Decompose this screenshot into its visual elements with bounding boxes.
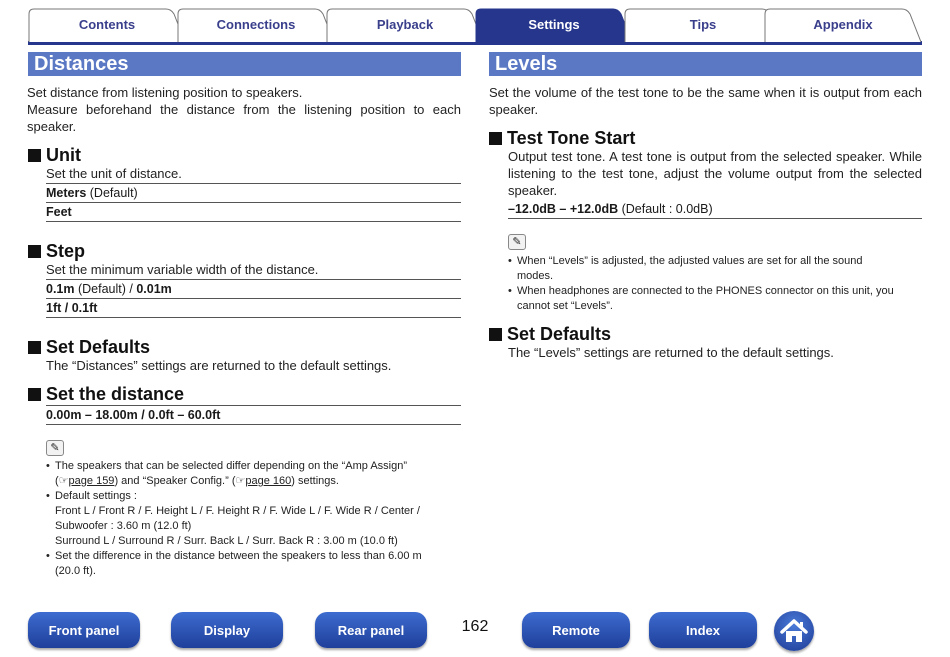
page-link[interactable]: page 159: [68, 475, 115, 487]
pencil-note-icon: ✎: [508, 234, 526, 250]
rear-panel-button[interactable]: Rear panel: [315, 612, 427, 648]
levels-defaults-desc: The “Levels” settings are returned to the default settings.: [508, 345, 834, 360]
levels-intro: Set the volume of the test tone to be the same when it is output from each speaker.: [489, 85, 922, 117]
intro-text: Set distance from listening position to speakers.: [27, 85, 303, 100]
home-button[interactable]: [774, 611, 814, 651]
pointing-hand-icon: ☞: [235, 475, 246, 487]
remote-button[interactable]: Remote: [522, 612, 630, 648]
index-button[interactable]: Index: [649, 612, 757, 648]
tab-contents[interactable]: [28, 8, 186, 42]
unit-option-feet: Feet: [46, 202, 461, 222]
step-desc: Set the minimum variable width of the distance.: [46, 262, 319, 277]
intro-text-2: Measure beforehand the distance from the listening position to each speaker.: [27, 102, 461, 134]
note-item: • The speakers that can be selected differ depending on the “Amp Assign” (☞page 159) and “Speaker Config.” (☞page 160) settings.: [46, 459, 466, 489]
unit-desc: Set the unit of distance.: [46, 166, 182, 181]
square-bullet-icon: [28, 388, 41, 401]
tab-label: Tips: [689, 17, 717, 32]
heading-step: Step: [28, 241, 85, 262]
section-title-distances: Distances: [28, 52, 461, 76]
tab-label: Connections: [216, 17, 296, 32]
pencil-note-icon: ✎: [46, 440, 64, 456]
page-number: 162: [461, 618, 489, 635]
heading-set-distance: Set the distance: [28, 384, 184, 405]
distance-range: 0.00m – 18.00m / 0.0ft – 60.0ft: [46, 405, 461, 425]
display-button[interactable]: Display: [171, 612, 283, 648]
tab-tips[interactable]: [624, 8, 782, 42]
square-bullet-icon: [489, 328, 502, 341]
square-bullet-icon: [489, 132, 502, 145]
square-bullet-icon: [28, 149, 41, 162]
tab-settings[interactable]: [475, 8, 633, 42]
tab-appendix[interactable]: [764, 8, 922, 42]
note-item: • When “Levels” is adjusted, the adjusted values are set for all the sound modes.: [508, 254, 922, 284]
step-option-imperial: 1ft / 0.1ft: [46, 298, 461, 318]
tab-bar: [28, 8, 922, 44]
step-option-metric: 0.1m (Default) / 0.01m: [46, 279, 461, 298]
distance-notes: [46, 459, 466, 579]
unit-option-meters: Meters (Default): [46, 183, 461, 202]
tab-label: Contents: [78, 17, 136, 32]
tab-connections[interactable]: [177, 8, 335, 42]
levels-notes: [508, 254, 922, 314]
heading-set-defaults: Set Defaults: [28, 337, 150, 358]
tab-label: Playback: [376, 17, 434, 32]
home-icon: [774, 611, 814, 651]
square-bullet-icon: [28, 245, 41, 258]
tab-label: Appendix: [813, 17, 873, 32]
heading-test-tone-start: Test Tone Start: [489, 128, 635, 149]
tab-label: Settings: [528, 17, 580, 32]
front-panel-button[interactable]: Front panel: [28, 612, 140, 648]
note-item: • When headphones are connected to the PHONES connector on this unit, you cannot set “Levels”.: [508, 284, 922, 314]
page-link[interactable]: page 160: [245, 475, 292, 487]
heading-unit: Unit: [28, 145, 81, 166]
heading-levels-set-defaults: Set Defaults: [489, 324, 611, 345]
test-tone-desc: Output test tone. A test tone is output from the selected speaker. While listening to the test tone, adjust the volume output from the selected speaker.: [508, 149, 922, 198]
note-item: • Default settings : Front L / Front R / F. Height L / F. Height R / F. Wide L / F. Wide R / Center / Subwoofer : 3.60 m (12.0 ft) Surround L / Surround R / Surr. Back L / Surr. Back R : 3.00 m (10.0 ft): [46, 489, 466, 549]
square-bullet-icon: [28, 341, 41, 354]
test-tone-range: –12.0dB – +12.0dB (Default : 0.0dB): [508, 200, 922, 219]
note-item: • Set the difference in the distance between the speakers to less than 6.00 m (20.0 ft).: [46, 549, 466, 579]
tab-playback[interactable]: [326, 8, 484, 42]
section-title-levels: Levels: [489, 52, 922, 76]
defaults-desc: The “Distances” settings are returned to the default settings.: [46, 358, 392, 373]
pointing-hand-icon: ☞: [58, 475, 69, 487]
